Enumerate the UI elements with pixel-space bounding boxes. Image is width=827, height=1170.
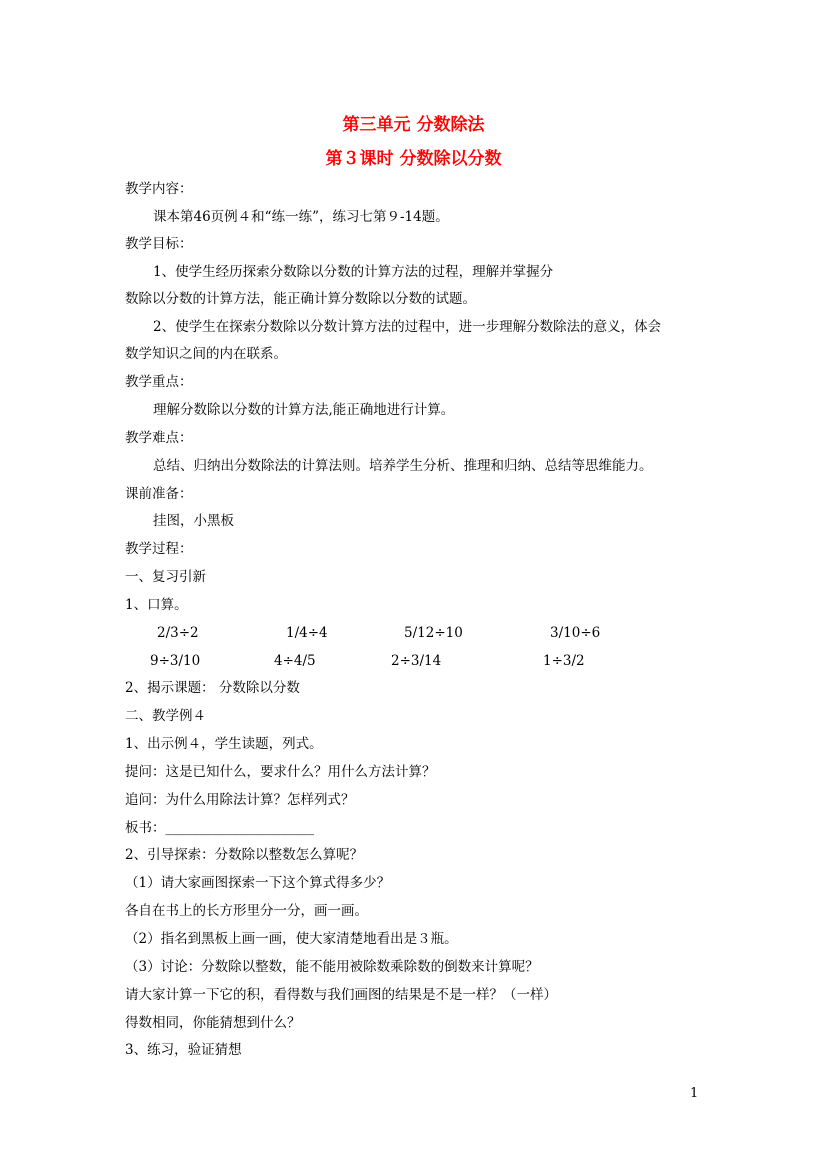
key-points-label: 教学重点： bbox=[125, 374, 193, 390]
objective-1-line2: 数除以分数的计算方法，能正确计算分数除以分数的试题。 bbox=[125, 291, 476, 307]
reveal-topic: 2、揭示课题： 分数除以分数 bbox=[125, 680, 300, 696]
difficulties-label: 教学难点： bbox=[125, 430, 193, 446]
example-heading: 二、教学例４ bbox=[125, 708, 206, 724]
teaching-content-text: 课本第46页例４和“练一练”，练习七第９-14题。 bbox=[153, 209, 449, 225]
calc-item: 3/10÷6 bbox=[550, 625, 601, 641]
preparation-text: 挂图，小黑板 bbox=[153, 513, 234, 529]
difficulties-text: 总结、归纳出分数除法的计算法则。培养学生分析、推理和归纳、总结等思维能力。 bbox=[153, 458, 653, 474]
unit-title: 第三单元 分数除法 bbox=[342, 115, 485, 135]
calc-item: 2/3÷2 bbox=[157, 625, 199, 641]
preparation-label: 课前准备： bbox=[125, 486, 193, 502]
calc-item: 1÷3/2 bbox=[543, 653, 585, 669]
oral-calc-heading: 1、口算。 bbox=[125, 597, 188, 613]
explore-heading: 2、引导探索：分数除以整数怎么算呢？ bbox=[125, 847, 364, 863]
calc-item: 9÷3/10 bbox=[150, 653, 201, 669]
step-1: （1）请大家画图探索一下这个算式得多少？ bbox=[125, 875, 391, 891]
objective-2-line1: 2、使学生在探索分数除以分数计算方法的过程中，进一步理解分数除法的意义，体会 bbox=[153, 319, 662, 335]
step-1-detail: 各自在书上的长方形里分一分，画一画。 bbox=[125, 903, 368, 919]
step-3: （3）讨论：分数除以整数，能不能用被除数乘除数的倒数来计算呢？ bbox=[125, 959, 539, 975]
process-label: 教学过程： bbox=[125, 541, 193, 557]
teaching-content-label: 教学内容： bbox=[125, 181, 193, 197]
calc-item: 4÷4/5 bbox=[274, 653, 316, 669]
guess-line: 得数相同，你能猜想到什么？ bbox=[125, 1015, 301, 1031]
step-3-detail: 请大家计算一下它的积，看得数与我们画图的结果是不是一样？（一样） bbox=[125, 987, 557, 1003]
practice-heading: 3、练习，验证猜想 bbox=[125, 1042, 242, 1058]
key-points-text: 理解分数除以分数的计算方法,能正确地进行计算。 bbox=[153, 402, 455, 418]
question-1: 提问：这是已知什么，要求什么？用什么方法计算？ bbox=[125, 764, 436, 780]
lesson-title: 第３课时 分数除以分数 bbox=[325, 149, 502, 169]
calc-item: 2÷3/14 bbox=[391, 653, 442, 669]
page-number: 1 bbox=[690, 1086, 699, 1101]
step-2: （2）指名到黑板上画一画，使大家清楚地看出是３瓶。 bbox=[125, 931, 458, 947]
calc-item: 5/12÷10 bbox=[404, 625, 463, 641]
board-line: 板书：______________________ bbox=[125, 820, 314, 836]
review-heading: 一、复习引新 bbox=[125, 569, 206, 585]
objectives-label: 教学目标： bbox=[125, 236, 193, 252]
show-example: 1、出示例４，学生读题，列式。 bbox=[125, 736, 323, 752]
objective-1-line1: 1、使学生经历探索分数除以分数的计算方法的过程，理解并掌握分 bbox=[153, 264, 554, 280]
question-2: 追问：为什么用除法计算？怎样列式？ bbox=[125, 792, 355, 808]
calc-item: 1/4÷4 bbox=[286, 625, 328, 641]
objective-2-line2: 数学知识之间的内在联系。 bbox=[125, 346, 287, 362]
